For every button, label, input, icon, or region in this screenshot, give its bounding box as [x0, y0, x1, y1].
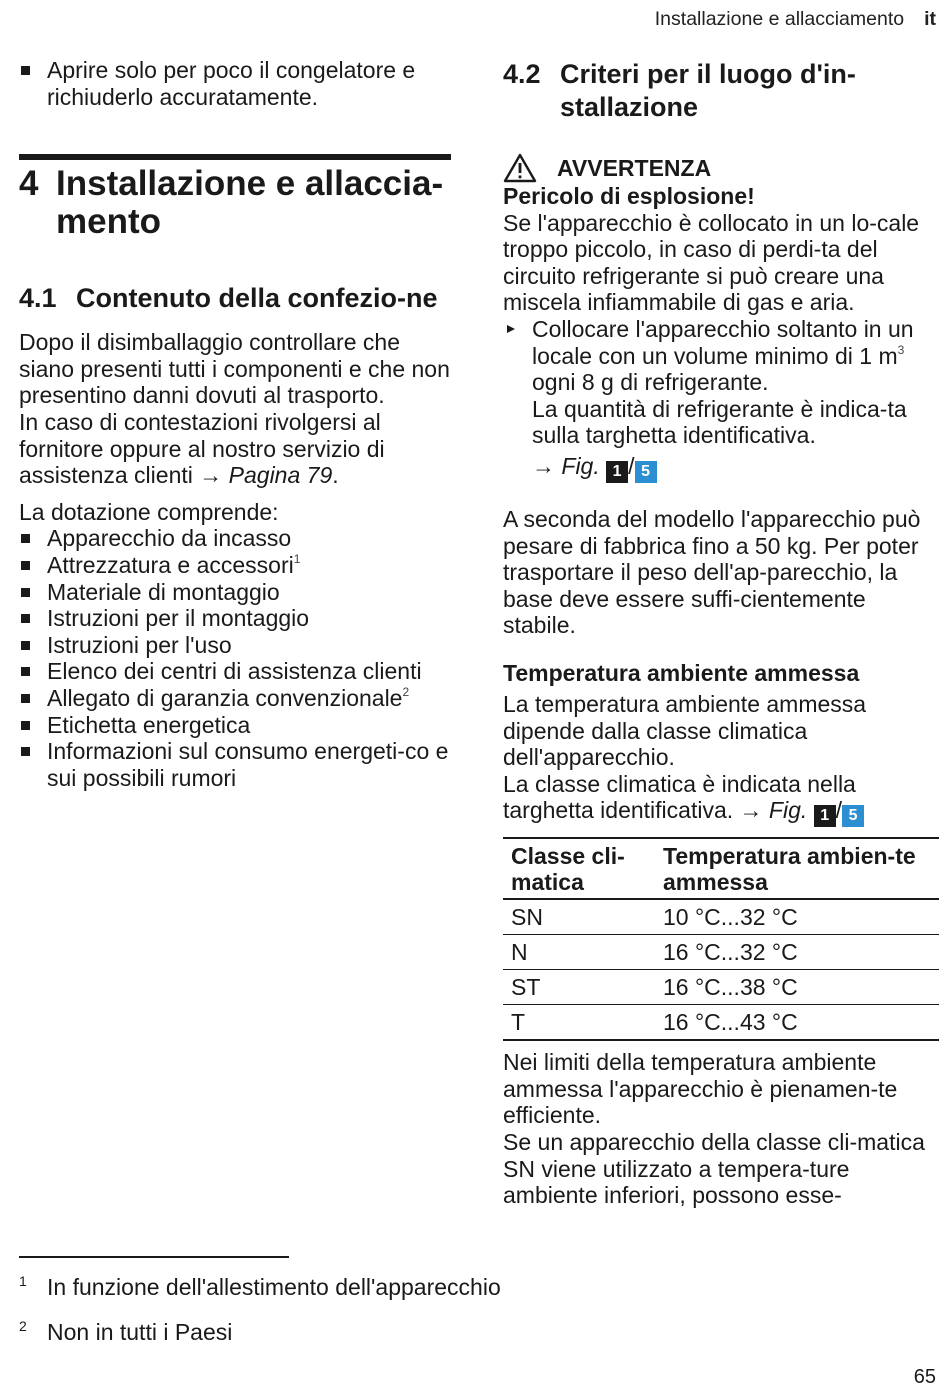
- table-cell: 16 °C...43 °C: [655, 1005, 939, 1041]
- warning-label: AVVERTENZA: [557, 155, 712, 181]
- running-header: [655, 6, 936, 33]
- arrow-icon: →: [199, 462, 223, 489]
- figure-badge: 1: [814, 805, 836, 827]
- figure-badge: 5: [842, 805, 864, 827]
- chapter-title: Installazione e allaccia-mento: [56, 164, 444, 242]
- paragraph-complaints: In caso di contestazioni rivolgersi al fornitore oppure al nostro servizio di assistenza clienti → Pagina 79.: [19, 408, 385, 489]
- paragraph-climate-class: La classe climatica è indicata nella targhetta identificativa. → Fig. 1 / 5: [503, 771, 939, 828]
- paragraph-weight: A seconda del modello l'apparecchio può pesare di fabbrica fino a 50 kg. Per poter trasportare il peso dell'ap-parecchio, la base deve essere suffi-cientemente stabile.: [503, 505, 921, 639]
- section-heading-4-1: [19, 282, 451, 315]
- list-item: Aprire solo per poco il congelatore e richiuderlo accuratamente.: [19, 57, 451, 110]
- paragraph-efficiency: Nei limiti della temperatura ambiente ammessa l'apparecchio è pienamen-te efficiente.: [503, 1049, 898, 1129]
- right-column: [503, 58, 939, 1209]
- table-row: [503, 935, 939, 970]
- paragraph-sn-class: Se un apparecchio della classe cli-matica SN viene utilizzato a tempera-ture ambiente inferiori, possono esse-: [503, 1129, 925, 1209]
- table-row: [503, 1005, 939, 1041]
- warning-title: Pericolo di esplosione!: [503, 183, 755, 209]
- footnote-ref[interactable]: 2: [402, 684, 410, 699]
- table-row: [503, 970, 939, 1005]
- list-item: Materiale di montaggio: [19, 579, 451, 606]
- climate-class-table: [503, 837, 939, 1041]
- step-note: La quantità di refrigerante è indica-ta sulla targhetta identificativa.: [532, 395, 907, 449]
- table-header: Temperatura ambien-te ammessa: [655, 838, 939, 899]
- list-item: Elenco dei centri di assistenza clienti: [19, 658, 451, 685]
- list-item: Allegato di garanzia convenzionale$^2$: [19, 685, 451, 712]
- paragraph-temperature: La temperatura ambiente ammessa dipende dalla classe climatica dell'apparecchio.: [503, 690, 867, 771]
- section-heading-4-2: [503, 58, 939, 124]
- figure-label: Fig.: [561, 452, 600, 479]
- footnote-1: [19, 1274, 619, 1301]
- list-item: Attrezzatura e accessori$^1$: [19, 552, 451, 579]
- section-number: 4.1: [19, 283, 57, 314]
- page-link[interactable]: Pagina 79: [228, 462, 333, 489]
- footnote-number: 1: [19, 1273, 27, 1289]
- footnote-2: [19, 1319, 619, 1346]
- footnote-ref[interactable]: 1: [293, 551, 301, 566]
- figure-badge: 5: [635, 461, 657, 483]
- list-item: Istruzioni per il montaggio: [19, 605, 451, 632]
- figure-badge: 1: [606, 461, 628, 483]
- table-cell: ST: [503, 970, 655, 1005]
- section-number: 4.2: [503, 59, 541, 89]
- footnote-text: In funzione dell'allestimento dell'apparecchio: [47, 1274, 501, 1300]
- figure-reference[interactable]: → Fig. 1 / 5: [503, 453, 939, 483]
- table-header: Classe cli-matica: [503, 838, 655, 899]
- table-header-row: [503, 838, 939, 899]
- header-section-title: Installazione e allacciamento: [654, 8, 905, 30]
- table-cell: 10 °C...32 °C: [655, 899, 939, 935]
- figure-label: Fig.: [768, 797, 808, 824]
- warning-text: Se l'apparecchio è collocato in un lo-cale troppo piccolo, in caso di perdi-ta del circuito refrigerante si può creare una miscela infiammabile di gas e aria.: [503, 209, 920, 316]
- paragraph-unpacking: Dopo il disimballaggio controllare che siano presenti tutti i componenti e che non presentino danni dovuti al trasporto.: [19, 329, 450, 409]
- list-item: Etichetta energetica: [19, 712, 451, 739]
- arrow-icon: →: [532, 452, 555, 479]
- chapter-number: 4: [19, 164, 39, 204]
- table-cell: T: [503, 1005, 655, 1041]
- warning-header: [503, 153, 939, 183]
- list-intro: La dotazione comprende:: [19, 498, 279, 525]
- left-column: [19, 57, 451, 791]
- list-item: Informazioni sul consumo energeti-co e sui possibili rumori: [19, 738, 451, 791]
- warning-triangle-icon: [503, 153, 537, 183]
- section-title: Contenuto della confezio-ne: [76, 283, 438, 314]
- header-language: it: [924, 8, 936, 30]
- page-number: 65: [913, 1366, 936, 1388]
- contents-list: [19, 525, 451, 791]
- footnote-divider: [19, 1256, 289, 1258]
- table-row: [503, 899, 939, 935]
- chapter-heading: [19, 154, 451, 241]
- list-item: Istruzioni per l'uso: [19, 632, 451, 659]
- subheading-temperature: Temperatura ambiente ammessa: [503, 659, 860, 686]
- footnote-text: Non in tutti i Paesi: [47, 1319, 233, 1345]
- warning-step: Collocare l'apparecchio soltanto in un locale con un volume minimo di 1 $m^3$ ogni 8 g di refrigerante. La quantità di refrigerante è indica-ta sulla targhetta identificativa.: [503, 316, 939, 449]
- table-cell: 16 °C...32 °C: [655, 935, 939, 970]
- top-bullet-list: [19, 57, 451, 110]
- table-cell: 16 °C...38 °C: [655, 970, 939, 1005]
- section-title: Criteri per il luogo d'in-stallazione: [560, 59, 856, 122]
- figure-reference[interactable]: → Fig. 1 / 5: [740, 797, 865, 823]
- footnote-number: 2: [19, 1318, 27, 1334]
- table-cell: SN: [503, 899, 655, 935]
- arrow-icon: →: [739, 797, 763, 824]
- list-item: Apparecchio da incasso: [19, 525, 451, 552]
- table-cell: N: [503, 935, 655, 970]
